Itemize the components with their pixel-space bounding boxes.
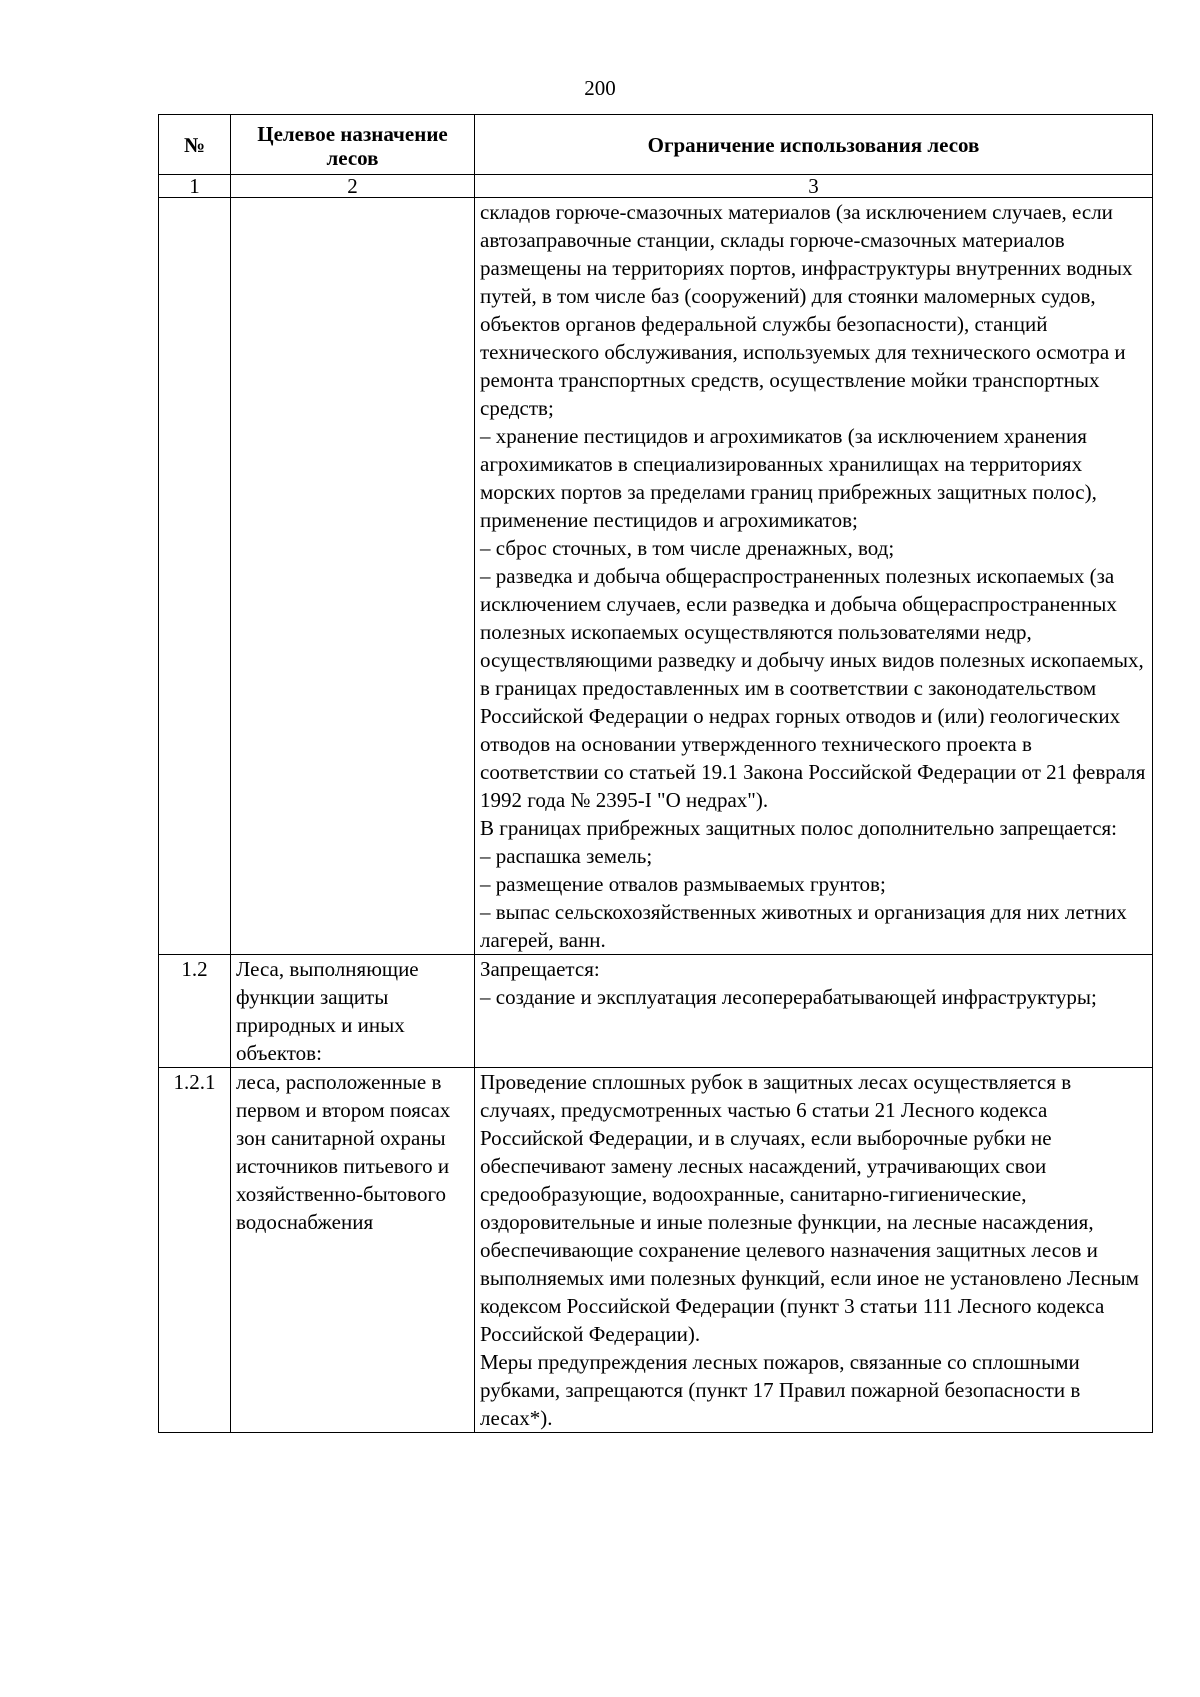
restriction-paragraph: – сброс сточных, в том числе дренажных, вод;: [480, 536, 895, 560]
row-purpose: леса, расположенные в первом и втором поясах зон санитарной охраны источников питьевого и хозяйственно-бытового водоснабжения: [231, 1068, 475, 1433]
page-number: 200: [584, 76, 616, 100]
row-restrictions: [475, 1068, 1153, 1433]
row-purpose: Леса, выполняющие функции защиты природных и иных объектов:: [231, 955, 475, 1068]
restriction-paragraph: Проведение сплошных рубок в защитных лесах осуществляется в случаях, предусмотренных частью 6 статьи 21 Лесного кодекса Российской Федерации, и в случаях, если выборочные рубки не обеспечивают замену лесных насаждений, утрачивающих свои средообразующие, водоохранные, санитарно-гигиенические, оздоровительные и иные полезные функции, на лесные насаждения, обеспечивающие сохранение целевого назначения защитных лесов и выполняемых ими полезных функций, если иное не установлено Лесным кодексом Российской Федерации (пункт 3 статьи 111 Лесного кодекса Российской Федерации).: [480, 1070, 1139, 1346]
column-number-row: [159, 175, 1153, 198]
restriction-paragraph: – распашка земель;: [480, 844, 653, 868]
restriction-paragraph: Меры предупреждения лесных пожаров, связанные со сплошными рубками, запрещаются (пункт 17 Правил пожарной безопасности в лесах*).: [480, 1350, 1081, 1430]
header-purpose: Целевое назначение лесов: [231, 115, 475, 175]
restriction-paragraph: – создание и эксплуатация лесоперерабатывающей инфраструктуры;: [480, 985, 1097, 1009]
column-number-2: 2: [231, 175, 475, 198]
restriction-paragraph: складов горюче-смазочных материалов (за исключением случаев, если автозаправочные станции, склады горюче-смазочных материалов размещены на территориях портов, инфраструктуры внутренних водных путей, в том числе баз (сооружений) для стоянки маломерных судов, объектов органов федеральной службы безопасности), станций технического обслуживания, используемых для технического осмотра и ремонта транспортных средств, осуществление мойки транспортных средств;: [480, 200, 1133, 420]
restriction-paragraph: – выпас сельскохозяйственных животных и организация для них летних лагерей, ванн.: [480, 900, 1127, 952]
restriction-paragraph: В границах прибрежных защитных полос дополнительно запрещается:: [480, 816, 1118, 840]
row-number: 1.2.1: [159, 1068, 231, 1433]
row-purpose: [231, 198, 475, 955]
restriction-paragraph: – размещение отвалов размываемых грунтов;: [480, 872, 886, 896]
restriction-paragraph: Запрещается:: [480, 957, 600, 981]
row-number: [159, 198, 231, 955]
table-row: [159, 955, 1153, 1068]
header-number: №: [159, 115, 231, 175]
row-restrictions: [475, 955, 1153, 1068]
header-restrictions: Ограничение использования лесов: [475, 115, 1153, 175]
table-row: [159, 1068, 1153, 1433]
row-restrictions: [475, 198, 1153, 955]
column-number-3: 3: [475, 175, 1153, 198]
row-number: 1.2: [159, 955, 231, 1068]
table-header-row: [159, 115, 1153, 175]
column-number-1: 1: [159, 175, 231, 198]
restrictions-table: [158, 114, 1153, 1433]
restriction-paragraph: – разведка и добыча общераспространенных полезных ископаемых (за исключением случаев, если разведка и добыча общераспространенных полезных ископаемых осуществляются пользователями недр, осуществляющими разведку и добычу иных видов полезных ископаемых, в границах предоставленных им в соответствии с законодательством Российской Федерации о недрах горных отводов и (или) геологических отводов на основании утвержденного технического проекта в соответствии со статьей 19.1 Закона Российской Федерации от 21 февраля 1992 года № 2395-I "О недрах").: [480, 564, 1146, 812]
table-row: [159, 198, 1153, 955]
restriction-paragraph: – хранение пестицидов и агрохимикатов (за исключением хранения агрохимикатов в специализированных хранилищах на территориях морских портов за пределами границ прибрежных защитных полос), применение пестицидов и агрохимикатов;: [480, 424, 1097, 532]
